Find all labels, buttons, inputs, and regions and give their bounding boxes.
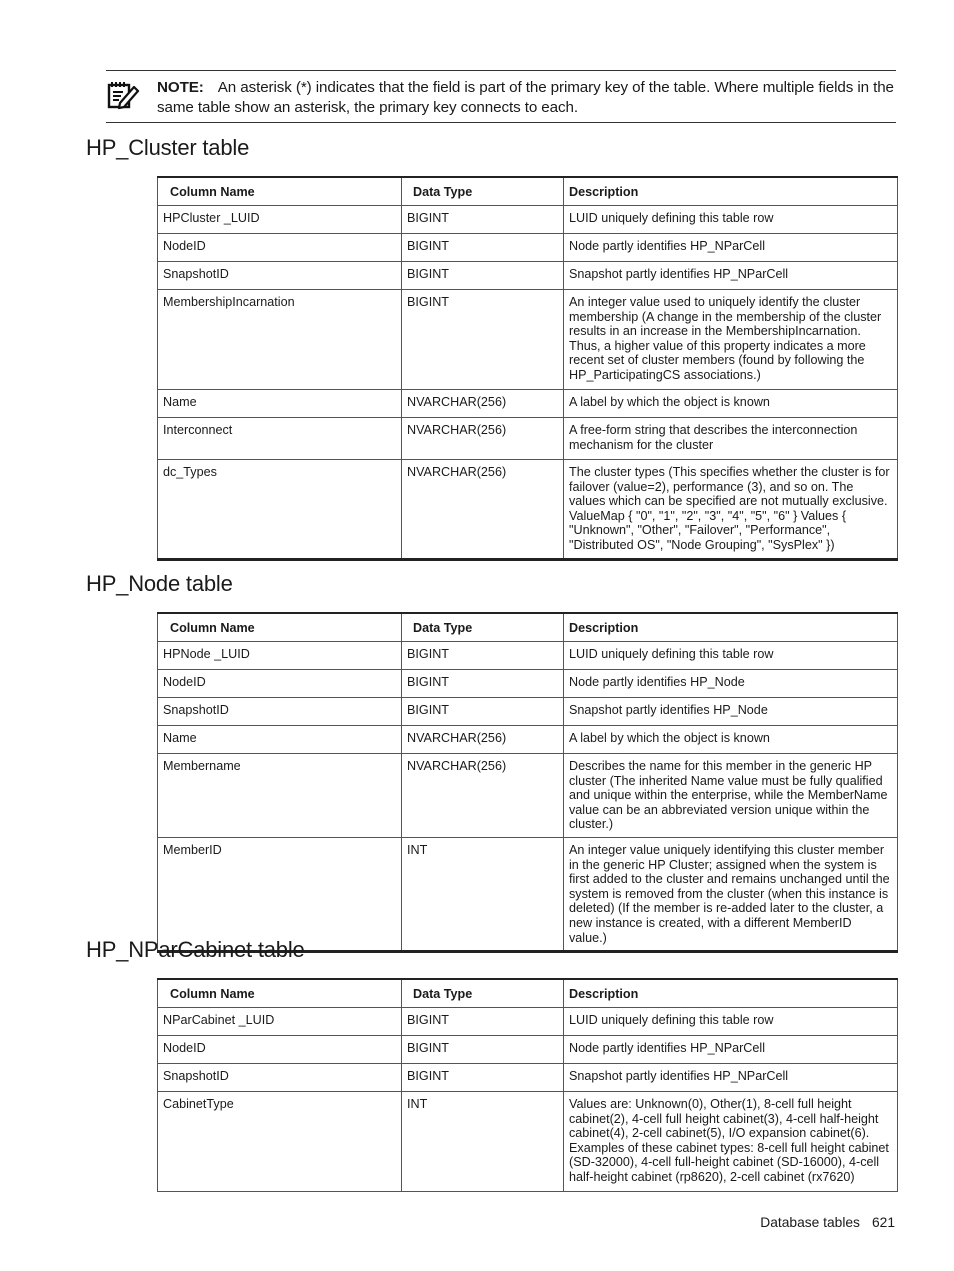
hp-cluster-table — [157, 176, 898, 561]
cell-column-name: CabinetType — [158, 1092, 402, 1192]
table-row — [158, 418, 898, 460]
table-header-row — [158, 177, 898, 206]
cell-description: A free-form string that describes the interconnection mechanism for the cluster — [564, 418, 898, 460]
cell-description: Describes the name for this member in the generic HP cluster (The inherited Name value must be fully qualified and unique within the enterprise, while the MemberName value can be an abbreviated version unique within the cluster.) — [564, 754, 898, 838]
hp-nparcabinet-table — [157, 978, 898, 1192]
cell-data-type: INT — [402, 1092, 564, 1192]
cell-description: LUID uniquely defining this table row — [564, 1008, 898, 1036]
note-label: NOTE: — [157, 79, 204, 96]
section-title-hp-node: HP_Node table — [86, 571, 233, 596]
hp-node-table — [157, 612, 898, 953]
cell-column-name: NodeID — [158, 234, 402, 262]
cell-column-name: SnapshotID — [158, 262, 402, 290]
footer-section-name: Database tables — [760, 1215, 860, 1230]
column-header: Description — [564, 979, 898, 1008]
cell-column-name: dc_Types — [158, 460, 402, 560]
table-row — [158, 754, 898, 838]
cell-column-name: Membername — [158, 754, 402, 838]
table-row — [158, 1092, 898, 1192]
table-row — [158, 1064, 898, 1092]
table-header-row — [158, 613, 898, 642]
cell-description: LUID uniquely defining this table row — [564, 642, 898, 670]
table-row — [158, 1036, 898, 1064]
cell-column-name: SnapshotID — [158, 1064, 402, 1092]
cell-data-type: BIGINT — [402, 642, 564, 670]
table-row — [158, 234, 898, 262]
cell-data-type: BIGINT — [402, 1064, 564, 1092]
cell-data-type: BIGINT — [402, 262, 564, 290]
cell-column-name: NodeID — [158, 1036, 402, 1064]
cell-description: An integer value uniquely identifying this cluster member in the generic HP Cluster; assigned when the system is first added to the cluster and remains unchanged until the system is removed from the cluster (when this instance is deleted) (If the member is re-added later to the cluster, a new instance is created, with a different MemberID value.) — [564, 837, 898, 951]
table-row — [158, 698, 898, 726]
cell-column-name: Interconnect — [158, 418, 402, 460]
table-row — [158, 1008, 898, 1036]
cell-data-type: BIGINT — [402, 1008, 564, 1036]
column-header: Description — [564, 177, 898, 206]
note-body: An asterisk (*) indicates that the field is part of the primary key of the table. Where multiple fields in the same table show an asterisk, the primary key connects to each. — [157, 79, 894, 116]
column-header: Column Name — [158, 177, 402, 206]
cell-description: Snapshot partly identifies HP_NParCell — [564, 1064, 898, 1092]
table-row — [158, 460, 898, 560]
cell-data-type: INT — [402, 837, 564, 951]
cell-data-type: NVARCHAR(256) — [402, 460, 564, 560]
note-pencil-icon — [106, 79, 140, 111]
page-footer — [760, 1215, 895, 1230]
column-header: Data Type — [402, 979, 564, 1008]
table-row — [158, 726, 898, 754]
cell-description: Snapshot partly identifies HP_NParCell — [564, 262, 898, 290]
column-header: Column Name — [158, 613, 402, 642]
note-text — [157, 78, 896, 118]
cell-column-name: HPCluster _LUID — [158, 206, 402, 234]
page-number: 621 — [871, 1215, 895, 1230]
cell-column-name: MembershipIncarnation — [158, 290, 402, 390]
column-header: Data Type — [402, 177, 564, 206]
cell-description: Snapshot partly identifies HP_Node — [564, 698, 898, 726]
cell-data-type: BIGINT — [402, 234, 564, 262]
cell-column-name: HPNode _LUID — [158, 642, 402, 670]
cell-data-type: BIGINT — [402, 698, 564, 726]
cell-column-name: SnapshotID — [158, 698, 402, 726]
cell-data-type: NVARCHAR(256) — [402, 390, 564, 418]
cell-description: Node partly identifies HP_NParCell — [564, 1036, 898, 1064]
cell-data-type: BIGINT — [402, 1036, 564, 1064]
note-box — [106, 70, 896, 123]
column-header: Data Type — [402, 613, 564, 642]
cell-description: A label by which the object is known — [564, 726, 898, 754]
cell-description: The cluster types (This specifies whether the cluster is for failover (value=2), performance (3), and so on. The values which can be specified are not mutually exclusive. ValueMap { "0", "1", "2", "3", "4", "5", "6" } Values { "Unknown", "Other", "Failover", "Performance", "Distributed OS", "Node Grouping", "SysPlex" }) — [564, 460, 898, 560]
table-row — [158, 262, 898, 290]
table-row — [158, 670, 898, 698]
table-row — [158, 390, 898, 418]
cell-data-type: NVARCHAR(256) — [402, 418, 564, 460]
cell-description: An integer value used to uniquely identify the cluster membership (A change in the membership of the cluster results in an increase in the MembershipIncarnation. Thus, a higher value of this property indicates a more recent set of cluster members (found by following the HP_ParticipatingCS associations.) — [564, 290, 898, 390]
cell-column-name: Name — [158, 390, 402, 418]
table-row — [158, 837, 898, 951]
table-row — [158, 206, 898, 234]
cell-column-name: NParCabinet _LUID — [158, 1008, 402, 1036]
cell-column-name: Name — [158, 726, 402, 754]
cell-column-name: MemberID — [158, 837, 402, 951]
column-header: Description — [564, 613, 898, 642]
table-header-row — [158, 979, 898, 1008]
cell-description: Node partly identifies HP_NParCell — [564, 234, 898, 262]
table-row — [158, 642, 898, 670]
cell-data-type: NVARCHAR(256) — [402, 726, 564, 754]
cell-data-type: NVARCHAR(256) — [402, 754, 564, 838]
cell-data-type: BIGINT — [402, 670, 564, 698]
cell-column-name: NodeID — [158, 670, 402, 698]
cell-data-type: BIGINT — [402, 290, 564, 390]
cell-data-type: BIGINT — [402, 206, 564, 234]
cell-description: LUID uniquely defining this table row — [564, 206, 898, 234]
section-title-hp-nparcabinet: HP_NParCabinet table — [86, 937, 305, 962]
cell-description: A label by which the object is known — [564, 390, 898, 418]
cell-description: Node partly identifies HP_Node — [564, 670, 898, 698]
table-row — [158, 290, 898, 390]
cell-description: Values are: Unknown(0), Other(1), 8-cell full height cabinet(2), 4-cell full height cabinet(3), 4-cell half-height cabinet(4), 2-cell cabinet(5), I/O expansion cabinet(6). Examples of these cabinet types: 8-cell full height cabinet (SD-32000), 4-cell full-height cabinet (SD-16000), 4-cell half-height cabinet (rp8620), 2-cell cabinet (rx7620) — [564, 1092, 898, 1192]
section-title-hp-cluster: HP_Cluster table — [86, 135, 250, 160]
column-header: Column Name — [158, 979, 402, 1008]
